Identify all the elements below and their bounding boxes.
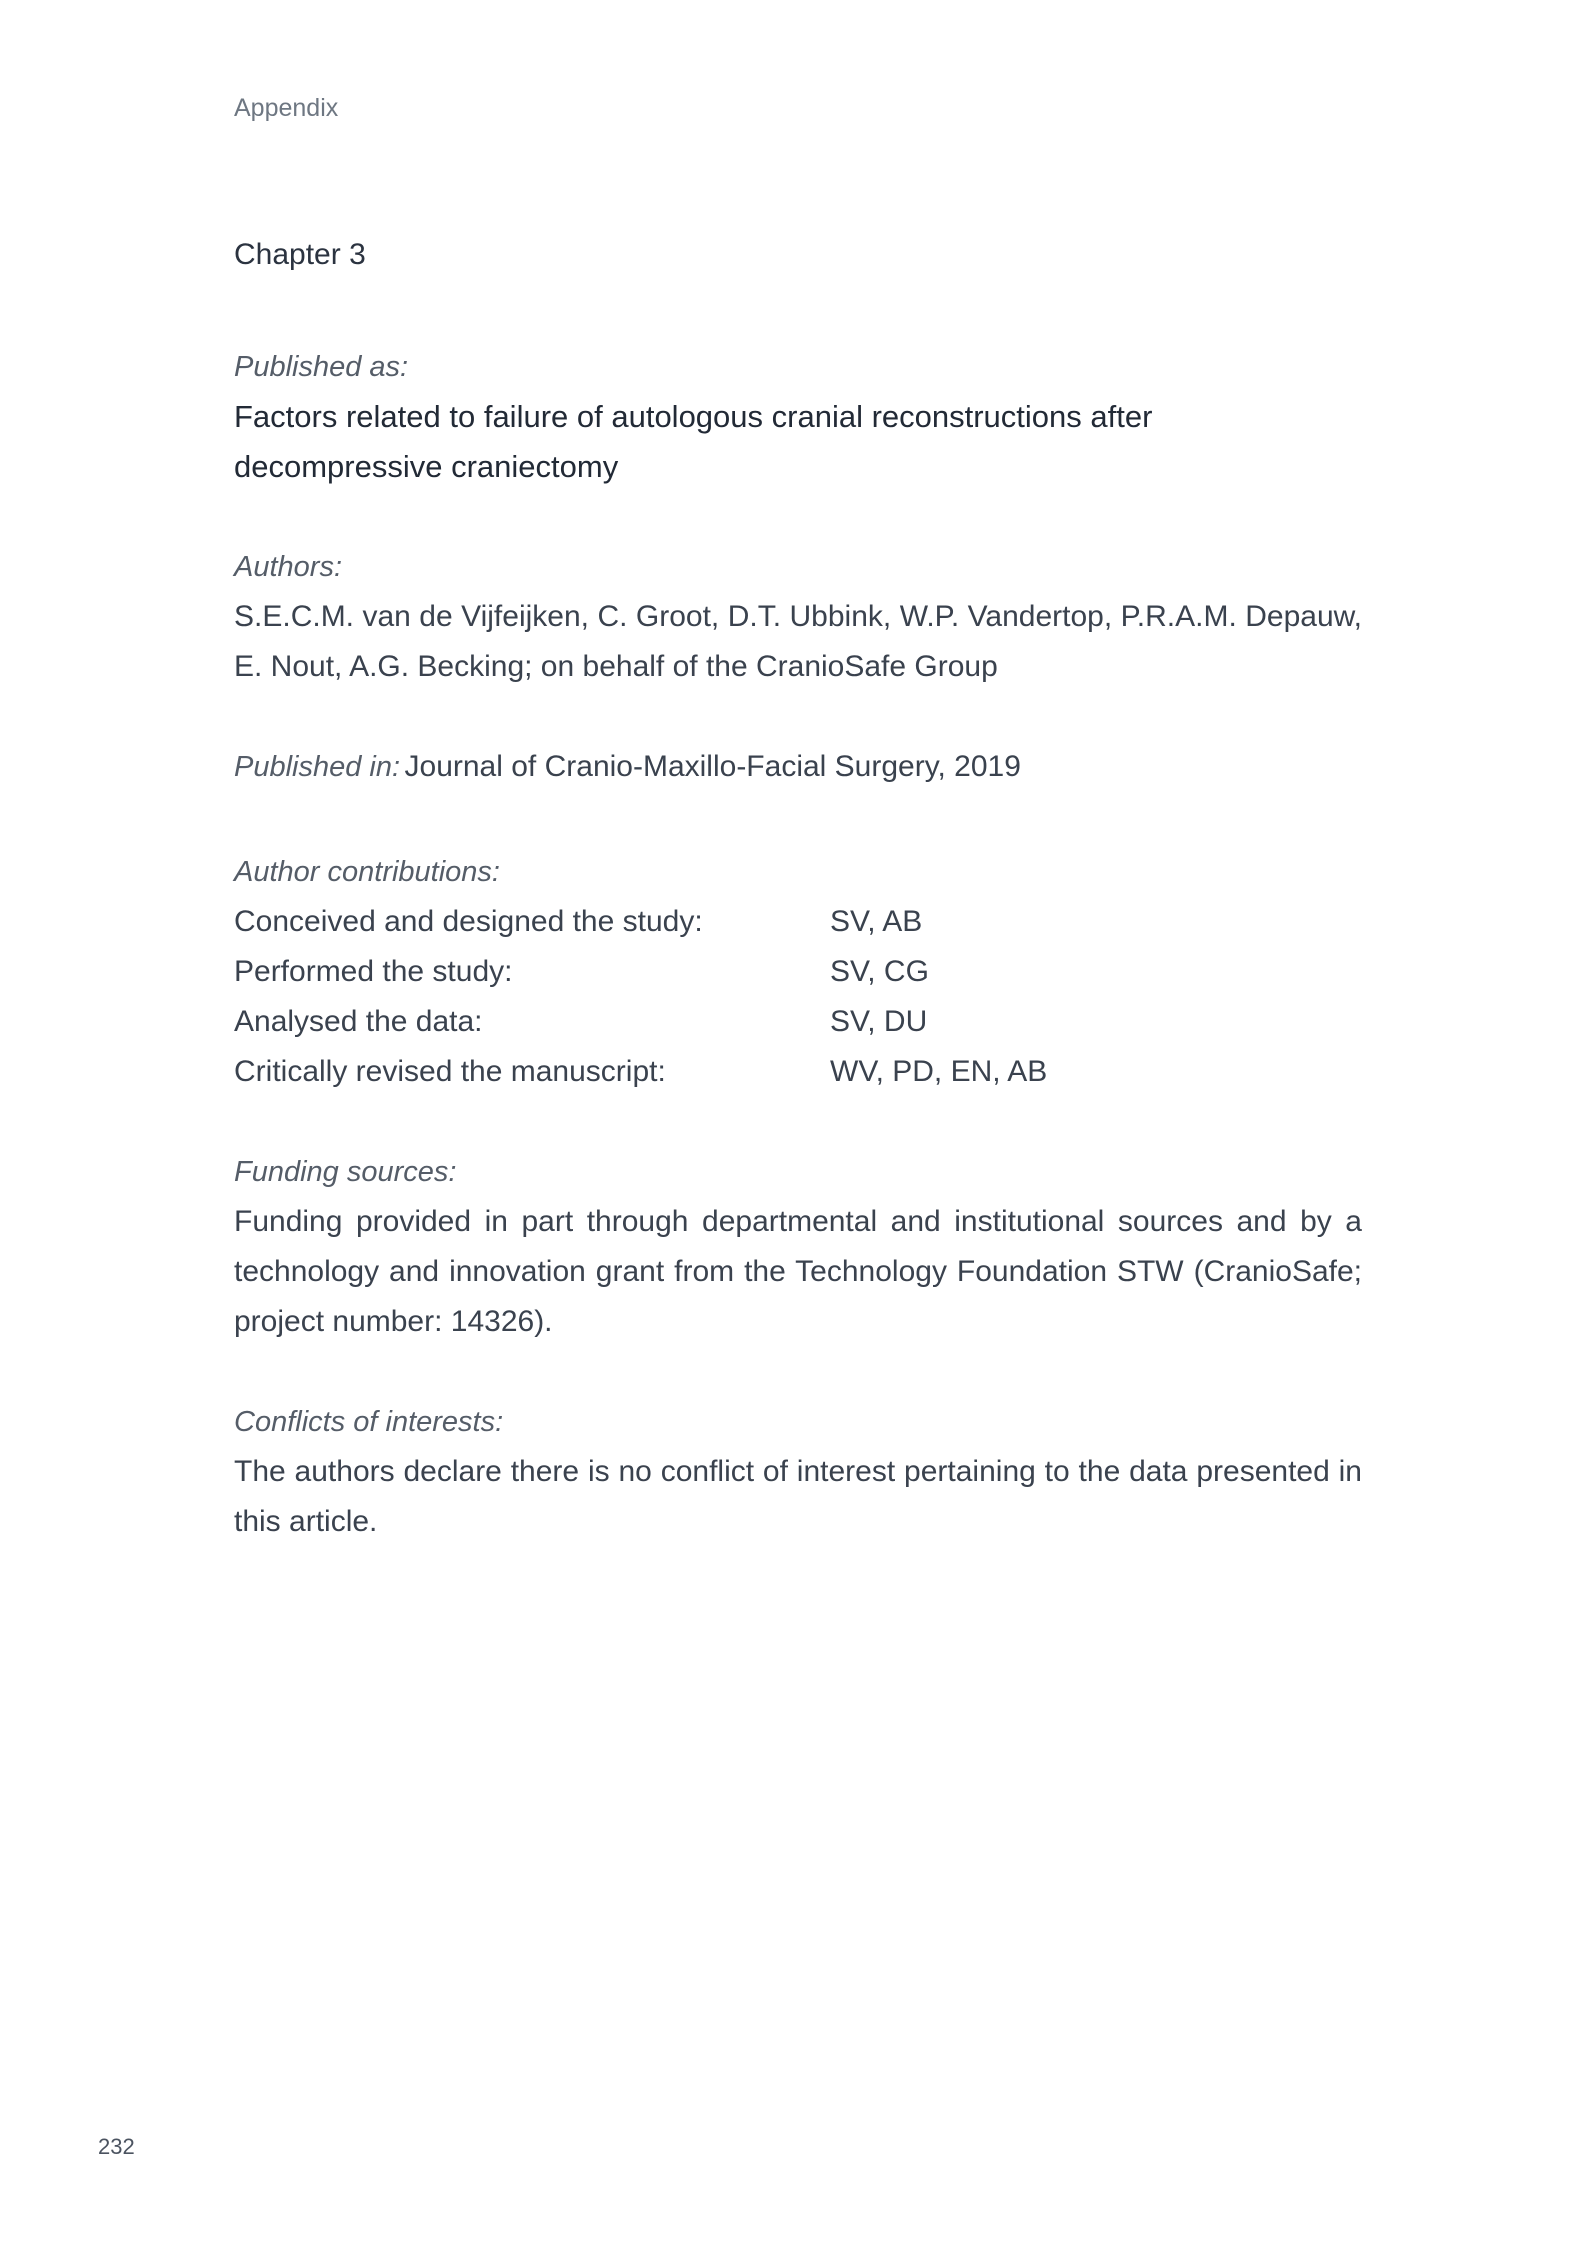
journal-name: Journal of Cranio-Maxillo-Facial Surgery, 2019 — [404, 750, 1021, 783]
funding-label: Funding sources: — [234, 1156, 457, 1188]
published-in-label: Published in: — [234, 751, 401, 783]
contribution-task: Analysed the data: — [234, 1005, 483, 1038]
document-body — [234, 230, 1362, 1597]
page-number: 232 — [98, 2134, 135, 2159]
authors-label: Authors: — [234, 551, 342, 583]
article-title: Factors related to failure of autologous cranial reconstructions after decompressive craniectomy — [234, 399, 1153, 484]
contribution-authors: WV, PD, EN, AB — [830, 1055, 1048, 1088]
contribution-row — [234, 1047, 1362, 1097]
contribution-row — [234, 947, 1362, 997]
contribution-task: Conceived and designed the study: — [234, 905, 703, 938]
published-in-section — [234, 742, 1362, 797]
contribution-row — [234, 997, 1362, 1047]
chapter-title: Chapter 3 — [234, 238, 366, 271]
published-as-label: Published as: — [234, 351, 409, 383]
published-as-section — [234, 342, 1362, 492]
contribution-row — [234, 897, 1362, 947]
contribution-task: Performed the study: — [234, 955, 513, 988]
conflicts-text: The authors declare there is no conflict of interest pertaining to the data presented in this article. — [234, 1455, 1362, 1538]
funding-text: Funding provided in part through departmental and institutional sources and by a technology and innovation grant from the Technology Foundation STW (CranioSafe; project number: 14326). — [234, 1205, 1362, 1338]
contribution-authors: SV, DU — [830, 1005, 928, 1038]
conflicts-section — [234, 1397, 1362, 1547]
contribution-authors: SV, CG — [830, 955, 929, 988]
authors-list: S.E.C.M. van de Vijfeijken, C. Groot, D.T. Ubbink, W.P. Vandertop, P.R.A.M. Depauw, E. Nout, A.G. Becking; on behalf of the CranioSafe Group — [234, 600, 1362, 683]
funding-section — [234, 1147, 1362, 1347]
contribution-authors: SV, AB — [830, 905, 923, 938]
conflicts-label: Conflicts of interests: — [234, 1406, 504, 1438]
authors-section — [234, 542, 1362, 692]
contributions-label: Author contributions: — [234, 856, 500, 888]
contribution-task: Critically revised the manuscript: — [234, 1055, 666, 1088]
contributions-section — [234, 847, 1362, 1097]
running-header: Appendix — [234, 94, 339, 122]
